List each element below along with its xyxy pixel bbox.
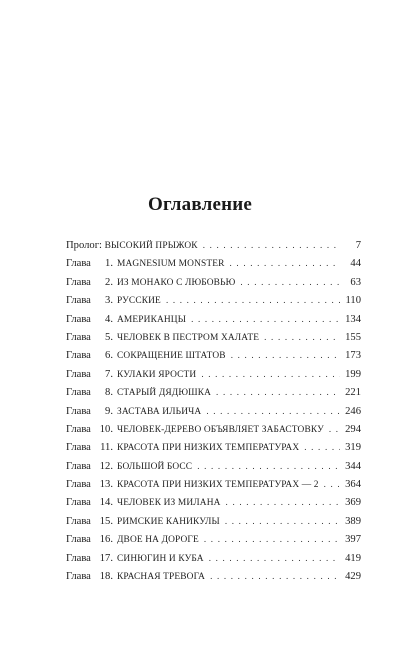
toc-row-chapter[interactable] <box>66 402 361 420</box>
page-number: 369 <box>345 497 361 509</box>
leader-dots <box>209 549 340 567</box>
toc-entry-label <box>66 347 226 365</box>
toc-row-chapter[interactable] <box>66 383 361 401</box>
leader-dots <box>197 457 340 475</box>
chapter-number: 12. <box>99 460 113 472</box>
chapter-title: MAGNESIUM MONSTER <box>117 259 225 270</box>
chapter-word: Глава <box>66 497 91 509</box>
chapter-title: РУССКИЕ <box>117 296 161 307</box>
chapter-title: БОЛЬШОЙ БОСС <box>117 461 193 472</box>
toc-row-chapter[interactable] <box>66 365 361 383</box>
chapter-number: 15. <box>99 515 113 527</box>
toc-entry-label <box>66 384 211 402</box>
page-number: 134 <box>345 313 361 325</box>
chapter-word: Глава <box>66 423 91 435</box>
chapter-title: ЧЕЛОВЕК В ПЕСТРОМ ХАЛАТЕ <box>117 332 260 343</box>
chapter-word: Глава <box>66 331 91 343</box>
toc-entry-label <box>66 366 196 384</box>
chapter-title: СТАРЫЙ ДЯДЮШКА <box>117 388 212 399</box>
chapter-word: Глава <box>66 350 91 362</box>
chapter-number: 8. <box>105 387 113 399</box>
chapter-word: Глава <box>66 405 91 417</box>
chapter-word: Глава <box>66 442 91 454</box>
chapter-title: КРАСОТА ПРИ НИЗКИХ ТЕМПЕРАТУРАХ — 2 <box>117 480 319 491</box>
page-number: 389 <box>345 515 361 527</box>
chapter-word: Глава <box>66 368 91 380</box>
chapter-title: СИНЮГИН И КУБА <box>117 553 204 564</box>
toc-title: Оглавление <box>147 194 253 215</box>
page-number: 7 <box>355 240 361 251</box>
chapter-number: 14. <box>99 497 113 509</box>
chapter-title: ЧЕЛОВЕК ИЗ МИЛАНА <box>117 498 221 509</box>
leader-dots <box>203 236 340 254</box>
chapter-title: АМЕРИКАНЦЫ <box>117 314 187 325</box>
toc-entry-label <box>66 274 235 292</box>
page-number: 155 <box>345 331 361 343</box>
toc-entry-label <box>66 329 259 347</box>
chapter-title: ДВОЕ НА ДОРОГЕ <box>117 535 199 546</box>
chapter-number: 3. <box>105 295 113 307</box>
page-number: 419 <box>345 552 361 564</box>
toc-entry-label <box>66 550 204 568</box>
toc-row-chapter[interactable] <box>66 328 361 346</box>
page-number: 246 <box>345 405 361 417</box>
toc-entry-label <box>66 421 324 439</box>
chapter-title: СОКРАЩЕНИЕ ШТАТОВ <box>117 351 226 362</box>
page-number: 44 <box>350 258 361 270</box>
toc-entry-label <box>66 292 161 310</box>
chapter-word: Глава <box>66 313 91 325</box>
chapter-word: Глава <box>66 387 91 399</box>
toc-row-chapter[interactable] <box>66 346 361 364</box>
chapter-number: 16. <box>99 534 113 546</box>
toc-entry-label <box>66 568 205 586</box>
leader-dots <box>201 365 340 383</box>
leader-dots <box>210 567 340 585</box>
leader-dots <box>264 328 340 346</box>
chapter-word: Глава <box>66 479 91 491</box>
toc-row-chapter[interactable] <box>66 310 361 328</box>
chapter-title: РИМСКИЕ КАНИКУЛЫ <box>117 516 220 527</box>
chapter-number: 4. <box>105 313 113 325</box>
toc-entry-label <box>66 311 186 329</box>
page-number: 319 <box>345 442 361 454</box>
chapter-number: 11. <box>100 442 113 454</box>
toc-row-chapter[interactable] <box>66 420 361 438</box>
toc-entry-label <box>66 476 319 494</box>
chapter-number: 13. <box>99 479 113 491</box>
leader-dots <box>226 493 340 511</box>
toc-row-chapter[interactable] <box>66 457 361 475</box>
toc-row-chapter[interactable] <box>66 493 361 511</box>
page-number: 199 <box>345 368 361 380</box>
chapter-number: 10. <box>99 423 113 435</box>
chapter-number: 9. <box>105 405 113 417</box>
page-number: 173 <box>345 350 361 362</box>
leader-dots <box>191 310 340 328</box>
page-number: 221 <box>345 387 361 399</box>
page-number: 364 <box>345 479 361 491</box>
leader-dots <box>240 273 340 291</box>
chapter-title: ЧЕЛОВЕК-ДЕРЕВО ОБЪЯВЛЯЕТ ЗАБАСТОВКУ <box>117 424 324 435</box>
chapter-word: Глава <box>66 295 91 307</box>
leader-dots <box>206 402 340 420</box>
leader-dots <box>204 530 340 548</box>
leader-dots <box>304 438 340 456</box>
toc-row-chapter[interactable] <box>66 254 361 272</box>
toc-row-chapter[interactable] <box>66 512 361 530</box>
toc-row-chapter[interactable] <box>66 475 361 493</box>
leader-dots <box>216 383 340 401</box>
leader-dots <box>324 475 340 493</box>
chapter-number: 18. <box>99 571 113 583</box>
toc-entry-label <box>66 237 198 255</box>
toc-entry-label <box>66 531 199 549</box>
toc-row-chapter[interactable] <box>66 273 361 291</box>
leader-dots <box>230 254 340 272</box>
leader-dots <box>231 346 340 364</box>
toc-row-chapter[interactable] <box>66 530 361 548</box>
toc-row-chapter[interactable] <box>66 567 361 585</box>
prologue-label: Пролог: <box>66 240 102 251</box>
chapter-number: 2. <box>105 276 113 288</box>
chapter-number: 1. <box>105 258 113 270</box>
page-number: 397 <box>345 534 361 546</box>
chapter-word: Глава <box>66 258 91 270</box>
toc-row-chapter[interactable] <box>66 438 361 456</box>
page-number: 429 <box>345 571 361 583</box>
toc-entry-label <box>66 439 299 457</box>
chapter-word: Глава <box>66 552 91 564</box>
chapter-number: 17. <box>99 552 113 564</box>
leader-dots <box>329 420 340 438</box>
chapter-number: 6. <box>105 350 113 362</box>
page-number: 110 <box>345 295 361 307</box>
prologue-title: ВЫСОКИЙ ПРЫЖОК <box>104 241 198 251</box>
chapter-title: КРАСОТА ПРИ НИЗКИХ ТЕМПЕРАТУРАХ <box>117 443 300 454</box>
chapter-title: ИЗ МОНАКО С ЛЮБОВЬЮ <box>117 277 236 288</box>
toc-entry-label <box>66 494 221 512</box>
chapter-title: КРАСНАЯ ТРЕВОГА <box>117 572 206 583</box>
page-number: 344 <box>345 460 361 472</box>
toc-entry-label <box>66 255 225 273</box>
toc-row-prologue[interactable] <box>66 236 361 254</box>
table-of-contents <box>66 236 361 585</box>
chapter-word: Глава <box>66 571 91 583</box>
chapter-number: 7. <box>105 368 113 380</box>
chapter-title: КУЛАКИ ЯРОСТИ <box>117 369 197 380</box>
toc-entry-label <box>66 458 192 476</box>
chapter-number: 5. <box>105 331 113 343</box>
toc-entry-label <box>66 513 220 531</box>
chapter-word: Глава <box>66 460 91 472</box>
page-number: 63 <box>350 276 361 288</box>
leader-dots <box>166 291 340 309</box>
chapter-title: ЗАСТАВА ИЛЬИЧА <box>117 406 202 417</box>
leader-dots <box>225 512 340 530</box>
chapter-word: Глава <box>66 534 91 546</box>
chapter-word: Глава <box>66 515 91 527</box>
toc-row-chapter[interactable] <box>66 291 361 309</box>
page-number: 294 <box>345 423 361 435</box>
toc-entry-label <box>66 403 201 421</box>
toc-row-chapter[interactable] <box>66 549 361 567</box>
chapter-word: Глава <box>66 276 91 288</box>
